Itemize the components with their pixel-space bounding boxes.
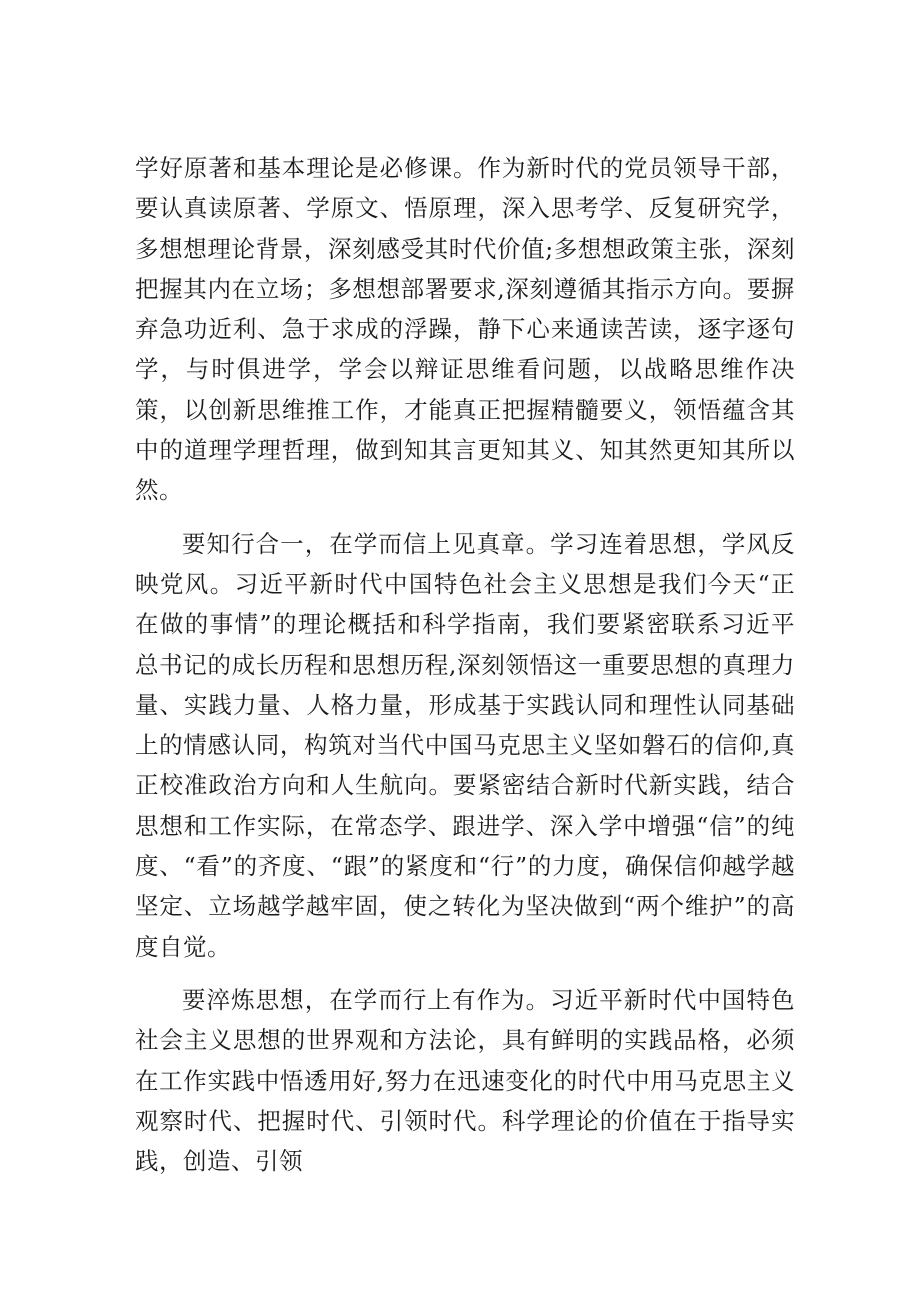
document-body bbox=[135, 148, 795, 1181]
paragraph-1: 学好原著和基本理论是必修课。作为新时代的党员领导干部，要认真读原著、学原文、悟原理，深入思考学、反复研究学，多想想理论背景，深刻感受其时代价值;多想想政策主张，深刻把握其内在立场；多想想部署要求,深刻遵循其指示方向。要摒弃急功近利、急于求成的浮躁，静下心来通读苦读，逐字逐句学，与时俱进学，学会以辩证思维看问题，以战略思维作决策，以创新思维推工作，才能真正把握精髓要义，领悟蕴含其中的道理学理哲理，做到知其言更知其义、知其然更知其所以然。 bbox=[135, 154, 795, 505]
paragraph-3: 要淬炼思想，在学而行上有作为。习近平新时代中国特色社会主义思想的世界观和方法论，具有鲜明的实践品格，必须在工作实践中悟透用好,努力在迅速变化的时代中用马克思主义观察时代、把握时代、引领时代。科学理论的价值在于指导实践，创造、引领 bbox=[135, 985, 795, 1176]
paragraph-2: 要知行合一，在学而信上见真章。学习连着思想，学风反映党风。习近平新时代中国特色社会主义思想是我们今天“正在做的事情”的理论概括和科学指南，我们要紧密联系习近平总书记的成长历程和思想历程,深刻领悟这一重要思想的真理力量、实践力量、人格力量，形成基于实践认同和理性认同基础上的情感认同，构筑对当代中国马克思主义坚如磐石的信仰,真正校准政治方向和人生航向。要紧密结合新时代新实践，结合思想和工作实际，在常态学、跟进学、深入学中增强“信”的纯度、“看”的齐度、“跟”的紧度和“行”的力度，确保信仰越学越坚定、立场越学越牢固，使之转化为坚决做到“两个维护”的高度自觉。 bbox=[135, 529, 795, 961]
